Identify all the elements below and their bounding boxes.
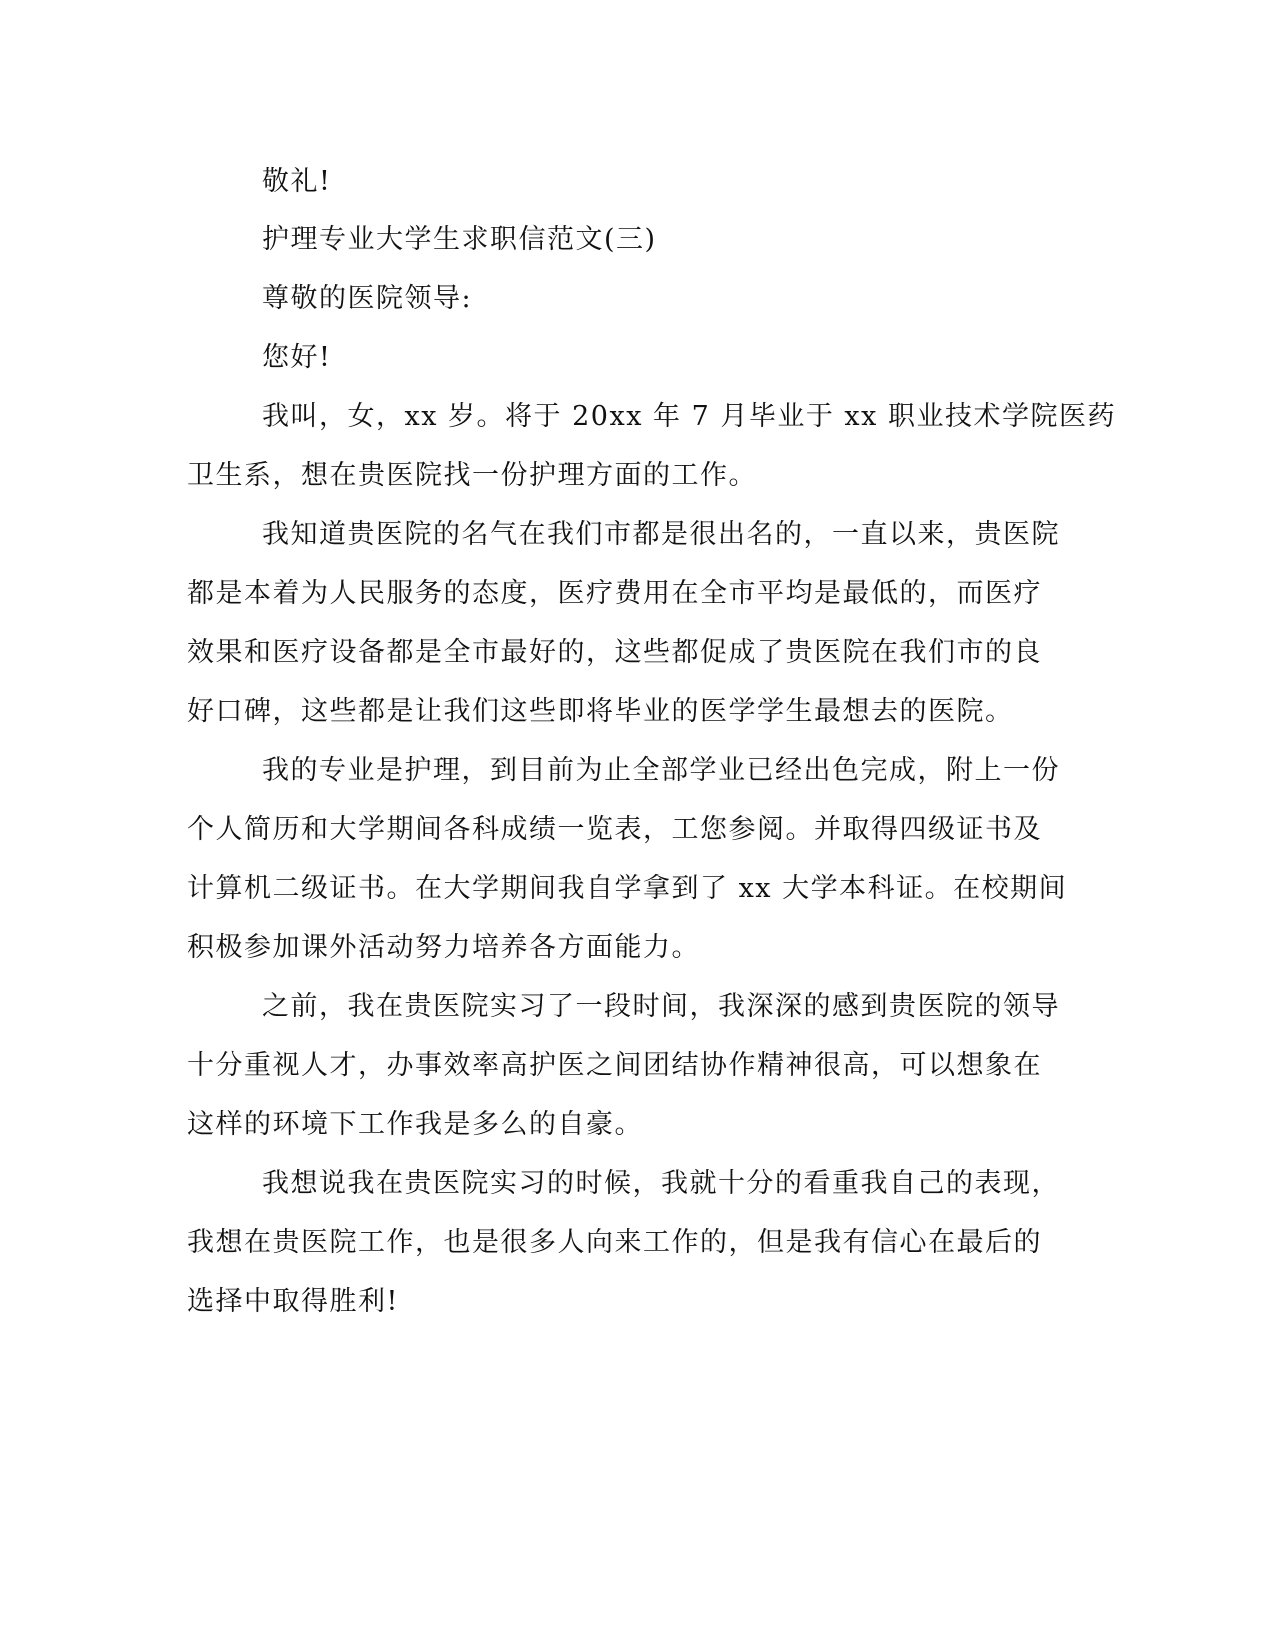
paragraph-2-line-3: 效果和医疗设备都是全市最好的，这些都促成了贵医院在我们市的良 [187,637,1042,668]
paragraph-5-line-2: 我想在贵医院工作，也是很多人向来工作的，但是我有信心在最后的 [187,1227,1042,1258]
greeting: 您好! [262,342,332,373]
paragraph-2-line-2: 都是本着为人民服务的态度，医疗费用在全市平均是最低的，而医疗 [187,578,1042,609]
paragraph-5-line-3: 选择中取得胜利! [187,1286,399,1317]
paragraph-3-line-1: 我的专业是护理，到目前为止全部学业已经出色完成，附上一份 [262,755,1060,786]
paragraph-2-line-1: 我知道贵医院的名气在我们市都是很出名的，一直以来，贵医院 [262,519,1060,550]
paragraph-4-line-2: 十分重视人才，办事效率高护医之间团结协作精神很高，可以想象在 [187,1050,1042,1081]
paragraph-4-line-1: 之前，我在贵医院实习了一段时间，我深深的感到贵医院的领导 [262,991,1060,1022]
letter-heading: 护理专业大学生求职信范文(三) [262,224,657,255]
paragraph-3-line-4: 积极参加课外活动努力培养各方面能力。 [187,932,700,963]
paragraph-1-line-1: 我叫，女，xx 岁。将于 20xx 年 7 月毕业于 xx 职业技术学院医药 [262,401,1116,432]
paragraph-5-line-1: 我想说我在贵医院实习的时候，我就十分的看重我自己的表现， [262,1168,1060,1199]
salutation: 尊敬的医院领导: [262,283,473,314]
paragraph-1-line-2: 卫生系，想在贵医院找一份护理方面的工作。 [187,460,757,491]
paragraph-4-line-3: 这样的环境下工作我是多么的自豪。 [187,1109,643,1140]
paragraph-3-line-2: 个人简历和大学期间各科成绩一览表，工您参阅。并取得四级证书及 [187,814,1042,845]
paragraph-3-line-3: 计算机二级证书。在大学期间我自学拿到了 xx 大学本科证。在校期间 [187,873,1068,904]
closing-line: 敬礼! [262,166,332,197]
paragraph-2-line-4: 好口碑，这些都是让我们这些即将毕业的医学学生最想去的医院。 [187,696,1014,727]
